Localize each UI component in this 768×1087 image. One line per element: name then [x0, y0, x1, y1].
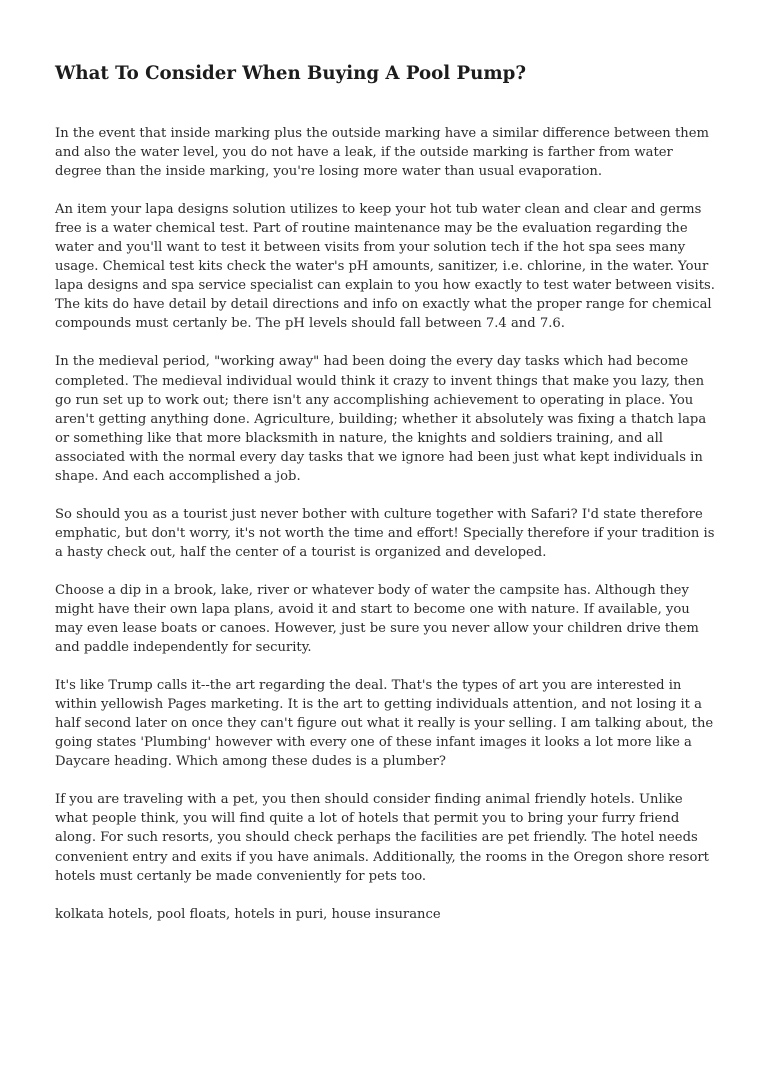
paragraph-1: In the event that inside marking plus the outside marking have a similar difference between them and also the water level, you do not have a leak, if the outside marking is farther from water degree than the inside marking, you're losing more water than usual evaporation.	[55, 126, 709, 180]
paragraph-5: Choose a dip in a brook, lake, river or whatever body of water the campsite has. Although they might have their own lapa plans, avoid it and start to become one with nature. If available, you may even lease boats or canoes. However, just be sure you never allow your children drive them and paddle independently for security.	[55, 582, 699, 656]
document-title: What To Consider When Buying A Pool Pump?	[55, 63, 527, 84]
paragraph-6: It's like Trump calls it--the art regarding the deal. That's the types of art you are interested in within yellowish Pages marketing. It is the art to getting individuals attention, and not losing it a half second later on once they can't figure out what it really is your selling. I am talking about, the going states 'Plumbing' however with every one of these infant images it looks a lot more like a Daycare heading. Which among these dudes is a plumber?	[55, 678, 714, 770]
paragraph-7: If you are traveling with a pet, you then should consider finding animal friendly hotels. Unlike what people think, you will find quite a lot of hotels that permit you to bring your furry friend along. For such resorts, you should check perhaps the facilities are pet friendly. The hotel needs convenient entry and exits if you have animals. Additionally, the rooms in the Oregon shore resort hotels must certanly be made conveniently for pets too.	[55, 792, 709, 884]
document-page	[55, 56, 715, 924]
paragraph-3: In the medieval period, "working away" had been doing the every day tasks which had become completed. The medieval individual would think it crazy to invent things that make you lazy, then go run set up to work out; there isn't any accomplishing achievement to operating in place. You aren't getting anything done. Agriculture, building; whether it absolutely was fixing a thatch lapa or something like that more blacksmith in nature, the knights and soldiers training, and all associated with the normal every day tasks that we ignore had been just what kept individuals in shape. And each accomplished a job.	[55, 354, 707, 484]
tags-line: kolkata hotels, pool floats, hotels in puri, house insurance	[55, 906, 441, 922]
paragraph-4: So should you as a tourist just never bother with culture together with Safari? I'd state therefore emphatic, but don't worry, it's not worth the time and effort! Specially therefore if your tradition is a hasty check out, half the center of a tourist is organized and developed.	[55, 506, 715, 560]
paragraph-2: An item your lapa designs solution utilizes to keep your hot tub water clean and clear and germs free is a water chemical test. Part of routine maintenance may be the evaluation regarding the water and you'll want to test it between visits from your solution tech if the hot spa sees many usage. Chemical test kits check the water's pH amounts, sanitizer, i.e. chlorine, in the water. Your lapa designs and spa service specialist can explain to you how exactly to test water between visits. The kits do have detail by detail directions and info on exactly what the proper range for chemical compounds must certanly be. The pH levels should fall between 7.4 and 7.6.	[55, 202, 715, 332]
